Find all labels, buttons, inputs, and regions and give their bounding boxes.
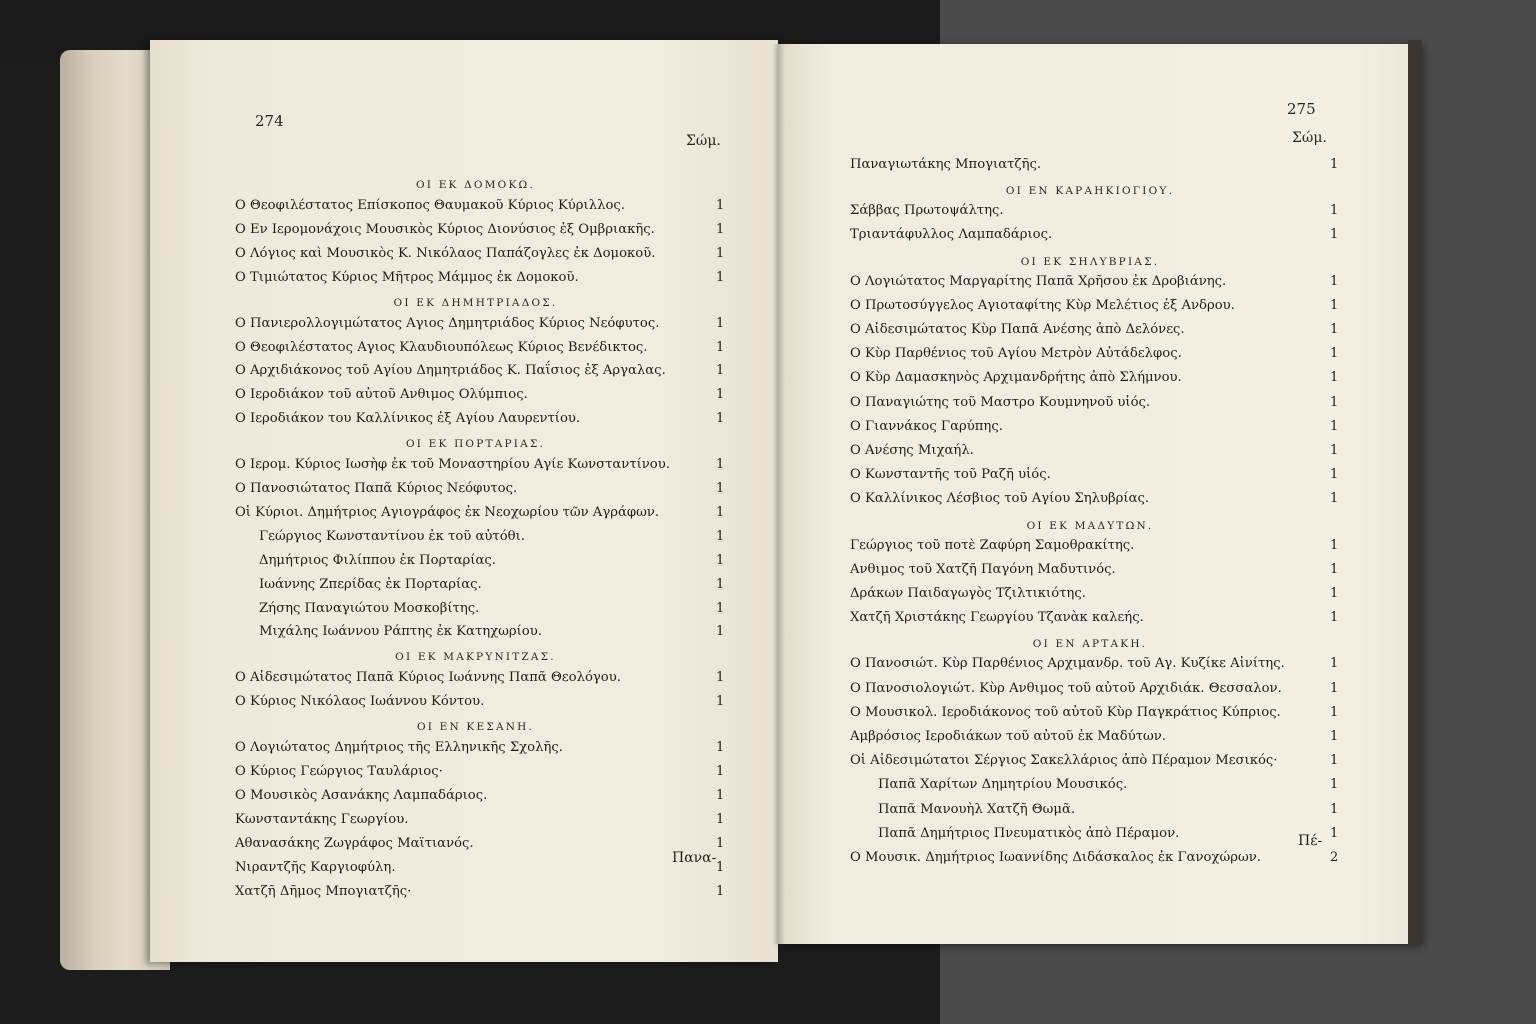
subscriber-entry: Ο Ιερομ. Κύριος Ιωσὴφ ἐκ τοῦ Μοναστηρίου Αγίε Κωνσταντίνου. xyxy=(235,457,670,473)
subscriber-entry: Ο Πανοσιολογιώτ. Κὺρ Ανθιμος τοῦ αὐτοῦ Αρχιδιάκ. Θεσσαλον. xyxy=(850,680,1282,696)
book-cover-edge xyxy=(1408,40,1422,945)
subscriber-entry: Παναγιωτάκης Μπογιατζῆς. xyxy=(850,157,1042,172)
subscriber-entry: Οἱ Κύριοι. Δημήτριος Αγιογράφος ἐκ Νεοχωρίου τῶν Αγράφων. xyxy=(235,504,660,520)
subscriber-entry: Ιωάννης Ζπερίδας ἐκ Πορταρίας. xyxy=(259,576,482,592)
subscriber-entry: Ο Λογιώτατος Δημήτριος τῆς Ελληνικῆς Σχολῆς. xyxy=(235,740,563,756)
subscriber-entry: Χατζῆ Δῆμος Μπογιατζῆς· xyxy=(235,883,412,899)
copies-count: 1 xyxy=(716,198,725,213)
copies-count: 1 xyxy=(716,600,725,616)
subscriber-entry: Ο Πρωτοσύγγελος Αγιοταφίτης Κὺρ Μελέτιος ἐξ Ανδρου. xyxy=(850,297,1235,313)
copies-count: 1 xyxy=(716,457,725,473)
copies-count: 1 xyxy=(716,363,725,379)
subscriber-entry: Ο Εν Ιερομονάχοις Μουσικὸς Κύριος Διονύσιος ἐξ Ομβριακῆς. xyxy=(235,221,655,237)
right-catchword: Πέ- xyxy=(1298,833,1323,849)
copies-count: 1 xyxy=(1330,467,1339,483)
copies-count: 1 xyxy=(1330,704,1339,720)
copies-count: 1 xyxy=(716,387,725,403)
section-heading: ΟΙ ΕΚ ΜΑΔΥΤΩΝ. xyxy=(1026,519,1154,532)
copies-count: 1 xyxy=(1330,680,1339,696)
copies-count: 1 xyxy=(1330,729,1339,744)
subscriber-entry: Σάββας Πρωτοψάλτης. xyxy=(850,203,1004,219)
copies-count: 1 xyxy=(1330,203,1339,219)
copies-count: 1 xyxy=(716,504,725,520)
subscriber-entry: Ο Κὺρ Παρθένιος τοῦ Αγίου Μετρὸν Αὐτάδελφος. xyxy=(850,346,1182,362)
copies-count: 1 xyxy=(716,624,725,640)
subscriber-entry: Ο Κὺρ Δαμασκηνὸς Αρχιμανδρήτης ἀπὸ Σλήμνου. xyxy=(850,370,1182,386)
subscriber-entry: Μιχάλης Ιωάννου Ράπτης ἐκ Κατηχωρίου. xyxy=(259,624,542,640)
copies-count: 1 xyxy=(1330,753,1339,769)
subscriber-entry: Δράκων Παιδαγωγὸς Τζιλτικιότης. xyxy=(850,586,1086,601)
copies-count: 1 xyxy=(716,883,725,899)
copies-count: 1 xyxy=(1330,370,1339,386)
subscriber-entry: Ζήσης Παναγιώτου Μοσκοβίτης. xyxy=(259,600,480,616)
subscriber-entry: Νιραντζῆς Καργιοφύλη. xyxy=(235,859,396,875)
section-heading: ΟΙ ΕΚ ΣΗΛΥΒΡΙΑΣ. xyxy=(1020,255,1160,268)
subscriber-entry: Δημήτριος Φιλίππου ἐκ Πορταρίας. xyxy=(259,552,496,568)
subscriber-entry: Ο Γιαννάκος Γαρύπης. xyxy=(850,418,1003,434)
section-heading: ΟΙ ΕΝ ΑΡΤΑΚΗ. xyxy=(1032,638,1148,651)
book-spine-gutter xyxy=(773,44,785,944)
subscriber-entry: Ο Λογιώτατος Μαργαρίτης Παπᾶ Χρῆσου ἐκ Δροβιάνης. xyxy=(850,273,1227,289)
subscriber-entry: Ο Μουσικὸς Ασανάκης Λαμπαδάριος. xyxy=(235,787,488,803)
left-page-number: 274 xyxy=(255,112,284,130)
subscriber-entry: Ο Πανοσιώτατος Παπᾶ Κύριος Νεόφυτος. xyxy=(235,481,518,496)
copies-count: 1 xyxy=(1330,801,1339,817)
subscriber-entry: Ο Μουσικ. Δημήτριος Ιωαννίδης Διδάσκαλος ἐκ Γανοχώρων. xyxy=(850,850,1261,865)
copies-count: 1 xyxy=(1330,273,1339,289)
copies-count: 1 xyxy=(716,481,725,496)
subscriber-entry: Ο Ιεροδιάκον του Καλλίνικος ἐξ Αγίου Λαυρεντίου. xyxy=(235,411,581,427)
copies-count: 1 xyxy=(716,670,725,686)
copies-count: 1 xyxy=(1330,656,1339,672)
left-catchword: Πανα- xyxy=(672,850,717,866)
subscriber-entry: Ο Θεοφιλέστατος Αγιος Κλαυδιουπόλεως Κύριος Βενέδικτος. xyxy=(235,339,648,355)
subscriber-entry: Ο Λόγιος καὶ Μουσικὸς Κ. Νικόλαος Παπάζογλες ἐκ Δομοκοῦ. xyxy=(235,245,656,261)
section-heading: ΟΙ ΕΝ ΚΕΣΑΝΗ. xyxy=(416,721,535,734)
copies-count: 1 xyxy=(1330,610,1339,626)
subscriber-entry: Ο Ανέσης Μιχαήλ. xyxy=(850,443,974,458)
subscriber-entry: Ο Παναγιώτης τοῦ Μαστρο Κουμνηνοῦ υἱός. xyxy=(850,394,1151,410)
copies-count: 1 xyxy=(716,528,725,544)
copies-count: 1 xyxy=(716,811,725,827)
copies-count: 1 xyxy=(716,552,725,568)
subscriber-entry: Ο Πανιερολλογιμώτατος Αγιος Δημητριάδος Κύριος Νεόφυτος. xyxy=(235,315,660,331)
copies-count: 1 xyxy=(716,315,725,331)
copies-count: 1 xyxy=(716,221,725,237)
copies-count: 1 xyxy=(1330,561,1339,577)
copies-count: 1 xyxy=(1330,586,1339,601)
subscriber-entry: Γεώργιος τοῦ ποτὲ Ζαφύρη Σαμοθρακίτης. xyxy=(850,537,1135,553)
subscriber-entry: Οἱ Αἰδεσιμώτατοι Σέργιος Σακελλάριος ἀπὸ Πέραμον Μεσικός· xyxy=(850,753,1278,769)
copies-count: 1 xyxy=(716,764,725,779)
subscriber-entry: Ο Τιμιώτατος Κύριος Μῆτρος Μάμμος ἐκ Δομοκοῦ. xyxy=(235,269,579,285)
copies-count: 1 xyxy=(716,835,725,851)
subscriber-entry: Χατζῆ Χριστάκης Γεωργίου Τζανὰκ καλεής. xyxy=(850,610,1144,626)
copies-count: 1 xyxy=(1330,491,1339,507)
subscriber-entry: Ο Αἰδεσιμώτατος Παπᾶ Κύριος Ιωάννης Παπᾶ Θεολόγου. xyxy=(235,670,621,686)
left-column-header: Σώμ. xyxy=(686,133,721,149)
copies-count: 1 xyxy=(1330,418,1339,434)
section-heading: ΟΙ ΕΝ ΚΑΡΑΗΚΙΟΓΙΟΥ. xyxy=(1005,185,1175,198)
subscriber-entry: Ο Κύριος Νικόλαος Ιωάννου Κόντου. xyxy=(235,694,485,710)
copies-count: 1 xyxy=(1330,157,1339,172)
copies-count: 1 xyxy=(1330,394,1339,410)
copies-count: 1 xyxy=(716,787,725,803)
copies-count: 1 xyxy=(1330,537,1339,553)
copies-count: 1 xyxy=(716,576,725,592)
subscriber-entry: Ο Πανοσιώτ. Κὺρ Παρθένιος Αρχιμανδρ. τοῦ Αγ. Κυζίκε Αἰνίτης. xyxy=(850,656,1285,672)
section-heading: ΟΙ ΕΚ ΔΟΜΟΚΩ. xyxy=(416,179,535,191)
copies-count: 1 xyxy=(716,339,725,355)
subscriber-entry: Ο Μουσικολ. Ιεροδιάκονος τοῦ αὐτοῦ Κὺρ Παγκράτιος Κύπριος. xyxy=(850,704,1281,720)
subscriber-entry: Ο Καλλίνικος Λέσβιος τοῦ Αγίου Σηλυβρίας. xyxy=(850,491,1150,507)
copies-count: 1 xyxy=(1330,443,1339,458)
right-page-number: 275 xyxy=(1287,100,1316,118)
subscriber-entry: Αθανασάκης Ζωγράφος Μαϊτιανός. xyxy=(235,835,474,851)
subscriber-entry: Ο Αρχιδιάκονος τοῦ Αγίου Δημητριάδος Κ. Παΐσιος ἐξ Αργαλας. xyxy=(235,363,666,379)
subscriber-entry: Ο Θεοφιλέστατος Επίσκοπος Θαυμακοῦ Κύριος Κύριλλος. xyxy=(235,198,625,213)
subscriber-entry: Ο Κύριος Γεώργιος Ταυλάριος· xyxy=(235,764,443,779)
subscriber-entry: Γεώργιος Κωνσταντίνου ἐκ τοῦ αὐτόθι. xyxy=(259,528,525,544)
copies-count: 1 xyxy=(716,269,725,285)
section-heading: ΟΙ ΕΚ ΜΑΚΡΥΝΙΤΖΑΣ. xyxy=(395,651,556,664)
section-heading: ΟΙ ΕΚ ΠΟΡΤΑΡΙΑΣ. xyxy=(405,438,546,451)
subscriber-entry: Ο Αἰδεσιμώτατος Κὺρ Παπᾶ Ανέσης ἀπὸ Δελόνες. xyxy=(850,322,1185,337)
copies-count: 1 xyxy=(1330,322,1339,337)
right-column-header: Σώμ. xyxy=(1292,130,1327,146)
subscriber-entry: Παπᾶ Χαρίτων Δημητρίου Μουσικός. xyxy=(878,777,1128,793)
copies-count: 1 xyxy=(716,411,725,427)
copies-count: 1 xyxy=(1330,825,1339,841)
copies-count: 1 xyxy=(1330,346,1339,362)
subscriber-entry: Ο Ιεροδιάκον τοῦ αὐτοῦ Ανθιμος Ολύμπιος. xyxy=(235,387,528,403)
subscriber-entry: Παπᾶ Μανουὴλ Χατζῆ Θωμᾶ. xyxy=(878,801,1076,817)
section-heading: ΟΙ ΕΚ ΔΗΜΗΤΡΙΑΔΟΣ. xyxy=(393,296,558,309)
copies-count: 1 xyxy=(716,694,725,710)
copies-count: 1 xyxy=(716,245,725,261)
subscriber-entry: Ο Κωνσταντῆς τοῦ Ραζῆ υἱός. xyxy=(850,467,1051,483)
copies-count: 1 xyxy=(716,859,725,875)
subscriber-entry: Παπᾶ Δημήτριος Πνευματικὸς ἀπὸ Πέραμον. xyxy=(878,825,1180,841)
copies-count: 2 xyxy=(1330,850,1339,865)
subscriber-entry: Τριαντάφυλλος Λαμπαδάριος. xyxy=(850,227,1053,243)
subscriber-entry: Κωνσταντάκης Γεωργίου. xyxy=(235,811,409,827)
subscriber-entry: Αμβρόσιος Ιεροδιάκων τοῦ αὐτοῦ ἐκ Μαδύτων. xyxy=(850,729,1166,744)
copies-count: 1 xyxy=(1330,227,1339,243)
copies-count: 1 xyxy=(716,740,725,756)
copies-count: 1 xyxy=(1330,297,1339,313)
copies-count: 1 xyxy=(1330,777,1339,793)
subscriber-entry: Ανθιμος τοῦ Χατζῆ Παγόνη Μαδυτινός. xyxy=(850,561,1116,577)
